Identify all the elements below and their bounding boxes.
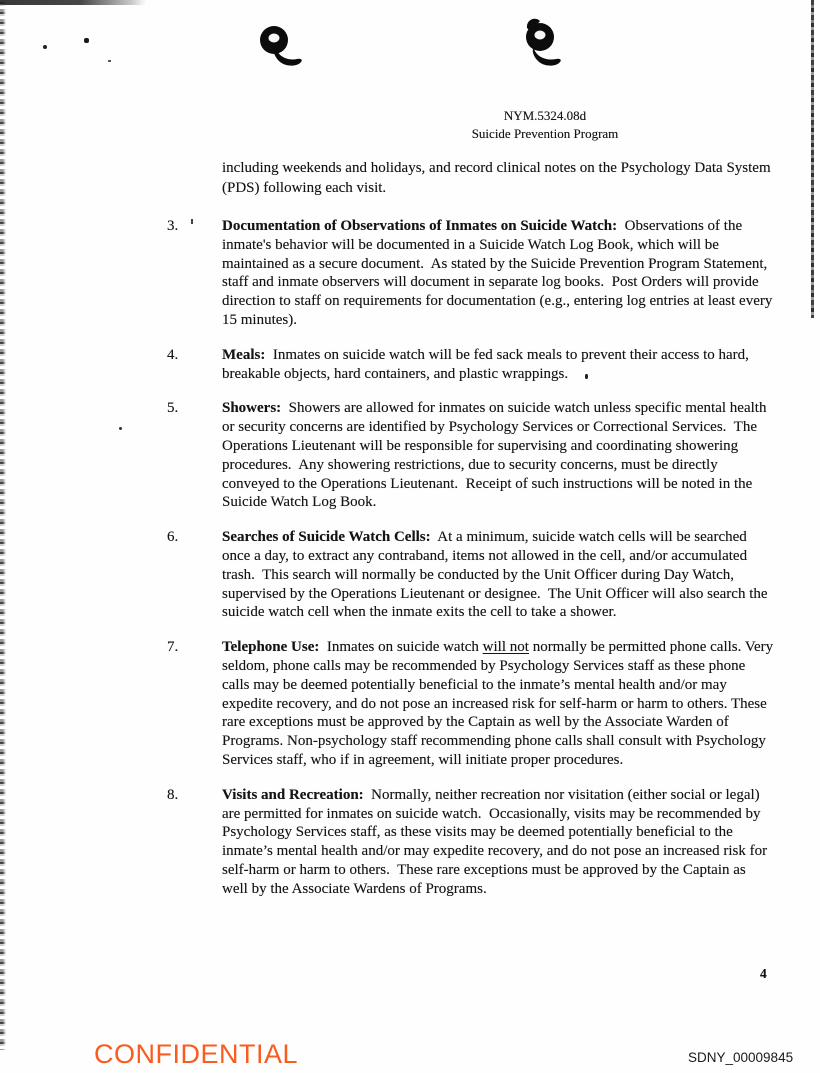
binder-fastener-mark-left xyxy=(252,17,314,71)
bates-number: SDNY_00009845 xyxy=(688,1050,794,1065)
item-text xyxy=(222,400,770,510)
item-text xyxy=(222,639,777,768)
page-number: 4 xyxy=(760,966,767,981)
item-number: 6. xyxy=(167,529,179,546)
item-heading: Visits and Recreation: xyxy=(222,786,364,803)
scan-edge-band-left xyxy=(0,2,6,1050)
item-body xyxy=(222,399,774,512)
ink-speck xyxy=(108,60,111,62)
body-text: At a minimum, suicide watch cells will be searched once a day, to extract any contraband, items not allowed in the cell, and/or accumulated trash. This search will normally be conducted by the Unit Officer during Day Watch, supervised by the Operations Lieutenant or designee. The Unit Officer will also search the suicide watch cell when the inmate exits the cell to take a shower. xyxy=(222,529,772,621)
numbered-item xyxy=(167,528,774,622)
scan-edge-bar-top xyxy=(0,0,146,5)
body-text: Inmates on suicide watch xyxy=(319,639,483,656)
numbered-items xyxy=(167,217,777,915)
item-number: 3. xyxy=(167,218,179,234)
continuation-paragraph: including weekends and holidays, and record clinical notes on the Psychology Data System (PDS) following each visit. xyxy=(222,160,775,196)
numbered-item xyxy=(167,346,774,384)
item-text xyxy=(222,347,753,382)
body-text: Observations of the inmate's behavior will be documented in a Suicide Watch Log Book, which will be maintained as a secure document. As stated by the Suicide Prevention Program Statement, staff and inmate observers will document in separate log books. Post Orders will provide direction to staff on requirements for documentation (e.g., entering log entries at least every 15 minutes). xyxy=(222,218,777,328)
item-number: 7. xyxy=(167,639,179,656)
confidential-watermark: CONFIDENTIAL xyxy=(94,1039,299,1069)
item-number: 8. xyxy=(167,786,179,803)
item-heading: Telephone Use: xyxy=(222,639,320,656)
item-body xyxy=(222,786,774,899)
numbered-item xyxy=(167,638,777,770)
item-body xyxy=(222,217,777,330)
item-number: 4. xyxy=(167,346,179,363)
body-text: normally be permitted phone calls. Very seldom, phone calls may be recommended by Psychology Services staff as these phone calls may be deemed potentially beneficial to the inmate’s mental health and/or may expedite recovery, and do not pose an increased risk for self-harm or harm to others. These rare exceptions must be approved by the Captain as well by the Associate Warden of Programs. Non-psychology staff recommending phone calls shall consult with Psychology Services staff, who if in agreement, will initiate proper procedures. xyxy=(222,639,777,768)
item-text xyxy=(222,218,776,328)
binder-fastener-mark-right xyxy=(516,11,580,69)
item-number: 5. xyxy=(167,400,179,417)
body-text: Normally, neither recreation nor visitation (either social or legal) are permitted for inmates on suicide watch. Occasionally, visits may be recommended by Psychology Services staff, as these visits may be deemed potentially beneficial to the inmate’s mental health and/or may expedite recovery, and do not pose an increased risk for self-harm or harm to others. These rare exceptions must be approved by the Captain as well by the Associate Wardens of Programs. xyxy=(222,786,771,897)
item-heading: Documentation of Observations of Inmates on Suicide Watch: xyxy=(222,218,618,234)
numbered-item xyxy=(167,399,774,512)
scan-edge-line-right xyxy=(811,0,814,318)
item-heading: Searches of Suicide Watch Cells: xyxy=(222,529,431,546)
underlined-text: will not xyxy=(482,639,529,656)
body-text: Inmates on suicide watch will be fed sack meals to prevent their access to hard, breakable objects, hard containers, and plastic wrappings. xyxy=(222,346,753,382)
document-header xyxy=(420,107,670,143)
body-text: Showers are allowed for inmates on suicide watch unless specific mental health or security concerns are identified by Psychology Services or Correctional Services. The Operations Lieutenant will be responsible for supervising and coordinating showering procedures. Any showering restrictions, due to security concerns, must be directly conveyed to the Operations Lieutenant. Receipt of such instructions will be noted in the Suicide Watch Log Book. xyxy=(222,400,771,511)
item-heading: Meals: xyxy=(222,346,266,363)
numbered-item xyxy=(167,786,774,899)
document-title: Suicide Prevention Program xyxy=(471,126,619,141)
ink-speck xyxy=(84,38,89,43)
ink-speck xyxy=(119,427,122,430)
item-body xyxy=(222,528,774,622)
item-heading: Showers: xyxy=(222,400,282,417)
numbered-item xyxy=(167,217,777,330)
item-text xyxy=(222,787,771,897)
item-body xyxy=(222,638,777,770)
document-reference-number: NYM.5324.08d xyxy=(503,108,587,123)
item-body xyxy=(222,346,774,384)
ink-speck xyxy=(43,45,47,49)
